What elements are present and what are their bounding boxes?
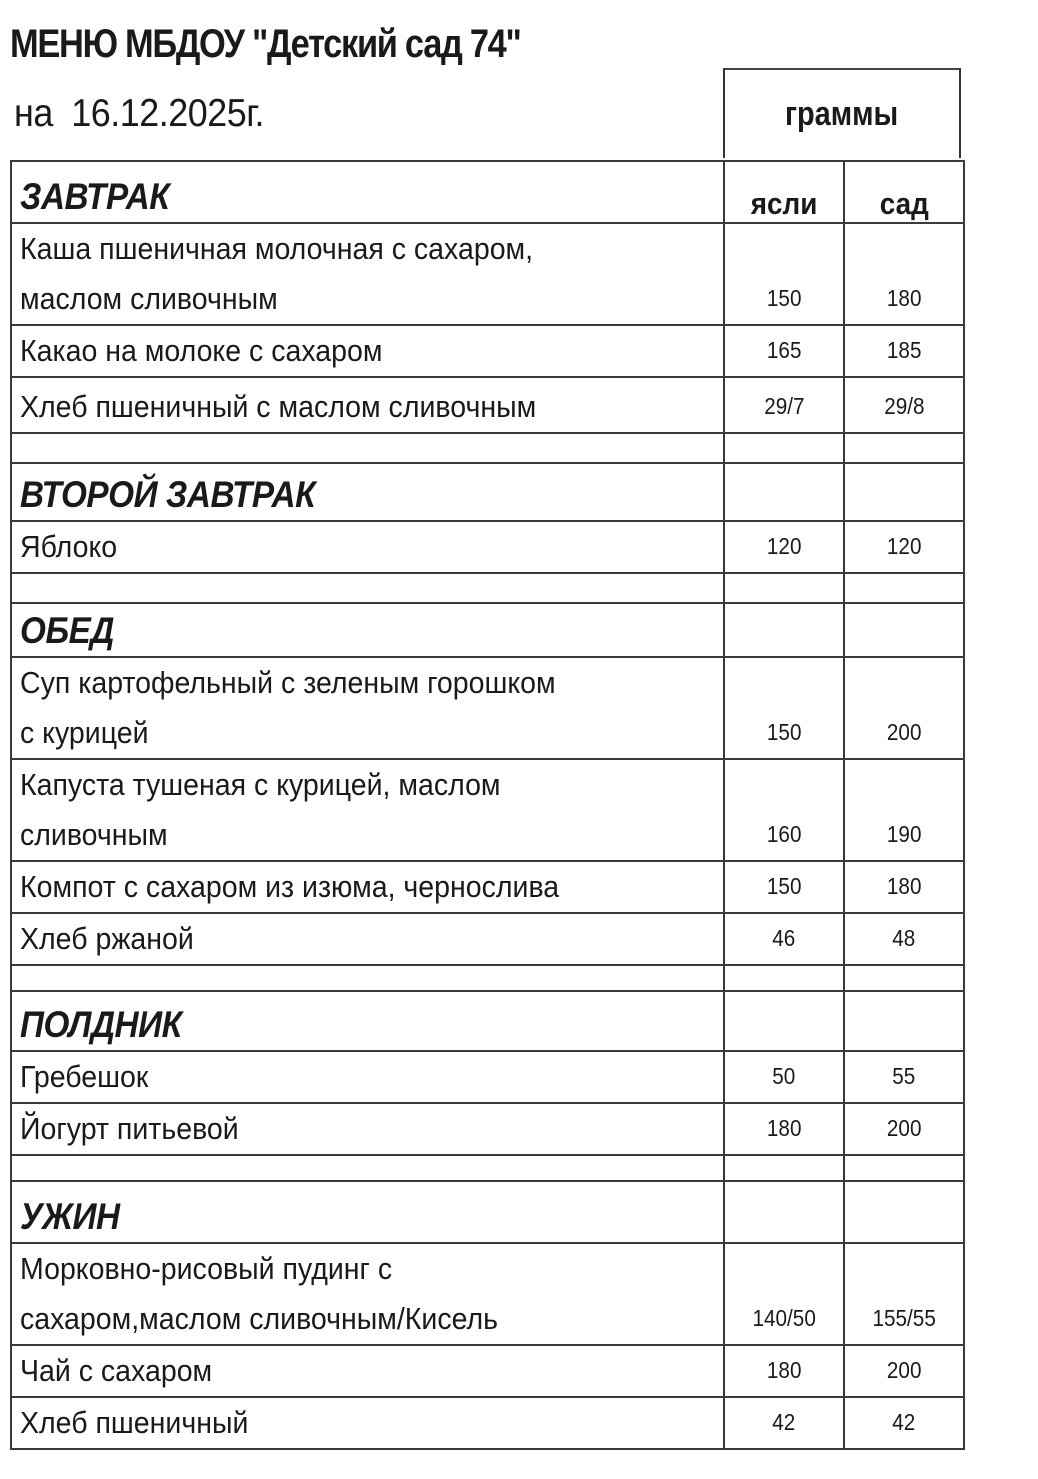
nursery-grams: 29/7 xyxy=(724,377,844,433)
section-title: ЗАВТРАК xyxy=(11,161,724,223)
dish-name: Морковно-рисовый пудинг с сахаром,маслом сливочным/Кисель xyxy=(11,1243,724,1345)
table-row xyxy=(11,223,964,325)
section-title: ОБЕД xyxy=(11,603,724,657)
kindergarten-grams: 200 xyxy=(844,1103,964,1155)
kindergarten-grams: 48 xyxy=(844,913,964,965)
nursery-grams: 50 xyxy=(724,1051,844,1103)
units-header-label: граммы xyxy=(785,94,899,133)
kindergarten-grams: 55 xyxy=(844,1051,964,1103)
menu-title: МЕНЮ МБДОУ "Детский сад 74" xyxy=(10,22,521,66)
kindergarten-grams: 200 xyxy=(844,657,964,759)
menu-table xyxy=(10,160,965,1450)
nursery-grams: 42 xyxy=(724,1397,844,1449)
dish-name: Каша пшеничная молочная с сахаром, маслом сливочным xyxy=(11,223,724,325)
dish-name: Какао на молоке с сахаром xyxy=(11,325,724,377)
dish-name: Хлеб пшеничный xyxy=(11,1397,724,1449)
dish-name: Компот с сахаром из изюма, чернослива xyxy=(11,861,724,913)
nursery-grams: 46 xyxy=(724,913,844,965)
kindergarten-grams: 190 xyxy=(844,759,964,861)
nursery-grams: 150 xyxy=(724,657,844,759)
dish-name: Суп картофельный с зеленым горошком с курицей xyxy=(11,657,724,759)
nursery-grams: 180 xyxy=(724,1103,844,1155)
section-row-dinner xyxy=(11,1181,964,1243)
kindergarten-grams: 29/8 xyxy=(844,377,964,433)
dish-name: Хлеб ржаной xyxy=(11,913,724,965)
section-row-breakfast xyxy=(11,161,964,223)
kindergarten-grams: 180 xyxy=(844,223,964,325)
nursery-grams: 150 xyxy=(724,223,844,325)
kindergarten-grams: 155/55 xyxy=(844,1243,964,1345)
spacer-row xyxy=(11,965,964,991)
dish-name: Чай с сахаром xyxy=(11,1345,724,1397)
dish-name: Йогурт питьевой xyxy=(11,1103,724,1155)
section-row-lunch xyxy=(11,603,964,657)
dish-name: Хлеб пшеничный с маслом сливочным xyxy=(11,377,724,433)
section-title: ПОЛДНИК xyxy=(11,991,724,1051)
table-row xyxy=(11,759,964,861)
table-row xyxy=(11,861,964,913)
kindergarten-grams: 42 xyxy=(844,1397,964,1449)
table-row xyxy=(11,325,964,377)
date-label: на xyxy=(14,92,53,135)
kindergarten-grams: 185 xyxy=(844,325,964,377)
table-row xyxy=(11,1397,964,1449)
dish-name: Капуста тушеная с курицей, маслом сливочным xyxy=(11,759,724,861)
kindergarten-grams: 120 xyxy=(844,521,964,573)
table-row xyxy=(11,1243,964,1345)
column-header-kindergarten: сад xyxy=(844,161,964,223)
column-header-nursery: ясли xyxy=(724,161,844,223)
menu-date: 16.12.2025г. xyxy=(71,92,264,135)
table-row xyxy=(11,913,964,965)
nursery-grams: 165 xyxy=(724,325,844,377)
nursery-grams: 120 xyxy=(724,521,844,573)
kindergarten-grams: 200 xyxy=(844,1345,964,1397)
table-row xyxy=(11,1103,964,1155)
section-title: ВТОРОЙ ЗАВТРАК xyxy=(11,463,724,521)
table-row xyxy=(11,377,964,433)
table-row xyxy=(11,521,964,573)
spacer-row xyxy=(11,1155,964,1181)
kindergarten-grams: 180 xyxy=(844,861,964,913)
nursery-grams: 180 xyxy=(724,1345,844,1397)
nursery-grams: 140/50 xyxy=(724,1243,844,1345)
table-row xyxy=(11,1051,964,1103)
dish-name: Гребешок xyxy=(11,1051,724,1103)
nursery-grams: 160 xyxy=(724,759,844,861)
table-row xyxy=(11,657,964,759)
spacer-row xyxy=(11,433,964,463)
section-row-afternoon-snack xyxy=(11,991,964,1051)
nursery-grams: 150 xyxy=(724,861,844,913)
section-title: УЖИН xyxy=(11,1181,724,1243)
dish-name: Яблоко xyxy=(11,521,724,573)
menu-date-line xyxy=(14,92,264,136)
section-row-second-breakfast xyxy=(11,463,964,521)
units-header xyxy=(723,68,961,158)
spacer-row xyxy=(11,573,964,603)
table-row xyxy=(11,1345,964,1397)
